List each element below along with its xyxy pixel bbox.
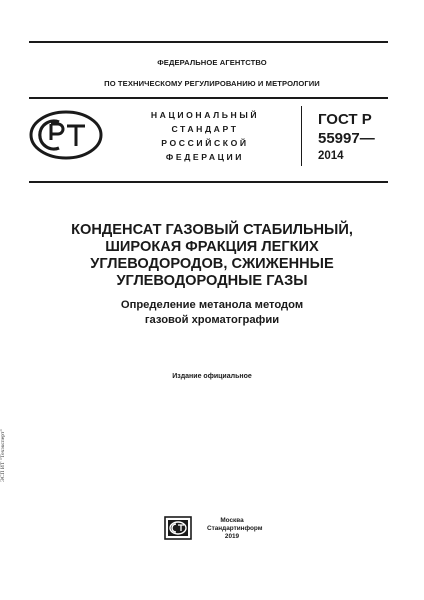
side-watermark: ЭСП ИТ "Техэксперт" xyxy=(0,429,6,482)
title-line: ШИРОКАЯ ФРАКЦИЯ ЛЕГКИХ xyxy=(105,239,319,255)
national-line: СТАНДАРТ xyxy=(171,124,239,134)
gost-divider xyxy=(301,106,302,166)
top-rule xyxy=(29,41,388,43)
title-line: УГЛЕВОДОРОДНЫЕ ГАЗЫ xyxy=(116,273,308,289)
title-line: УГЛЕВОДОРОДОВ, СЖИЖЕННЫЕ xyxy=(90,256,334,272)
national-standard-label xyxy=(130,108,280,164)
document-title xyxy=(0,222,424,290)
subtitle-line: Определение метанола методом xyxy=(120,299,304,311)
publisher-info xyxy=(207,517,263,541)
agency-subtitle: ПО ТЕХНИЧЕСКОМУ РЕГУЛИРОВАНИЮ И МЕТРОЛОГИИ xyxy=(104,79,320,88)
subtitle-line: газовой хроматографии xyxy=(144,314,280,326)
standard-rule xyxy=(29,181,388,183)
national-line: ФЕДЕРАЦИИ xyxy=(165,152,245,162)
gost-line: 55997— xyxy=(318,130,375,147)
agency-name: ФЕДЕРАЛЬНОЕ АГЕНТСТВО xyxy=(157,58,267,67)
edition-label: Издание официальное xyxy=(172,373,252,380)
title-line: КОНДЕНСАТ ГАЗОВЫЙ СТАБИЛЬНЫЙ, xyxy=(71,222,353,238)
national-line: РОССИЙСКОЙ xyxy=(161,138,249,148)
gost-number xyxy=(318,110,375,148)
publisher-year: 2019 xyxy=(224,533,240,540)
gost-year: 2014 xyxy=(318,150,344,162)
header-rule xyxy=(29,97,388,99)
publisher-name: Стандартинформ xyxy=(207,525,263,532)
national-line: НАЦИОНАЛЬНЫЙ xyxy=(150,110,260,120)
gost-logo-icon xyxy=(29,110,103,160)
publisher-city: Москва xyxy=(220,517,244,524)
document-subtitle xyxy=(0,298,424,328)
publisher-logo-icon xyxy=(164,516,192,540)
gost-line: ГОСТ Р xyxy=(318,111,372,128)
